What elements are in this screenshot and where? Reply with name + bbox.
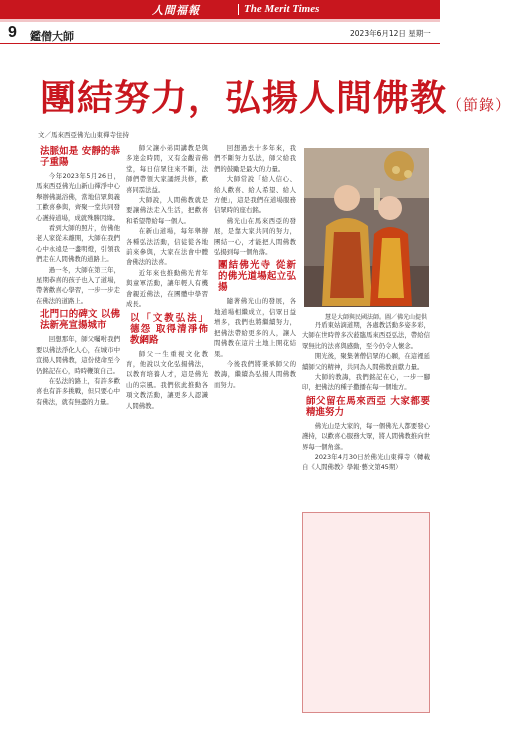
masthead-brand: 人間福報: [152, 4, 200, 17]
article-column-4: [302, 320, 430, 508]
header-rule: [0, 43, 440, 44]
paragraph: 回想那年，師父囑咐我們要以佛法淨化人心，在城市中宣揚人間佛教，這份使命至今仍銘記在心，時時鞭策自己。: [36, 335, 120, 375]
masthead-divider: [238, 4, 239, 15]
paragraph: 佛光山在馬來西亞的發展，是靠大家共同的努力，團結一心，才能把人間佛教弘揚到每一個角落。: [214, 216, 296, 257]
paragraph: 大師的教誨，我們銘記在心，一步一腳印，把佛法的種子撒播在每一個地方。: [302, 373, 430, 392]
article-headline: [40, 70, 511, 119]
masthead-subtitle: The Merit Times: [244, 3, 320, 15]
paragraph: 看到大師的照片，仿佛他老人家從未離開，大師在我們心中永遠是一盞明燈，引領我們走在人間佛教的道路上。: [36, 224, 120, 264]
paragraph: 今年2023年5月26日，馬來西亞佛光山新山禪淨中心舉辦佛誕浴佛，當地信眾與義工歡喜參與，齊聚一堂共同發心護持道場，成就殊勝因緣。: [36, 172, 120, 222]
subheading: 北門口的碑文 以佛法新亮宣揚城市: [40, 309, 120, 332]
paragraph: 佛光山是大家的，每一個佛光人都要發心護持，以歡喜心服務大眾，將人間佛教推向世界每一個角落。: [302, 421, 430, 451]
headline-suffix: （節錄）: [447, 96, 511, 114]
subheading: 法脈如是 安靜的恭子重陽: [40, 146, 120, 168]
subheading: 師父留在馬來西亞 大家都要精進努力: [306, 395, 430, 418]
paragraph: 2023年4月30日於佛光山東禪寺（轉載自《人間佛教》學報‧藝文第45期）: [302, 453, 430, 472]
subheading: 以「文教弘法」 德怨 取得清淨佈教網路: [130, 312, 208, 346]
article-photo: [304, 148, 429, 307]
byline: 文／馬來西亞佛光山東禪寺住持: [38, 131, 129, 139]
article-column-3: [214, 143, 296, 713]
paragraph: 隨著佛光山的發展，各地道場相繼成立，信眾日益增多，我們也將繼續努力，把佛法帶給更多的人，讓人間佛教在這片土地上開花結果。: [214, 297, 296, 358]
paragraph: 師父一生重視文化教育，他說以文化弘揚佛法，以教育培養人才，這是佛光山的宗風。我們依此推動各項文教活動，讓更多人認識人間佛教。: [126, 349, 208, 410]
photo-caption: 慧是大師與民國法師。圖／佛光山提供: [325, 314, 428, 321]
paragraph: 開光後，聚集著僧信眾的心願，在這裡延續師父的精神，共同為人間佛教貢獻力量。: [302, 352, 430, 371]
paragraph: 丹盾東姑滴道期，各處教活動多姿多彩，大師在世時曾多次蒞臨馬來西亞弘法，帶給信眾無比的法喜與感動，至今仍令人懷念。: [302, 321, 430, 350]
issue-date: 2023年6月12日 星期一: [350, 29, 431, 38]
paragraph: 回想過去十多年來，我們不斷努力弘法，師父給我們的鼓勵是最大的力量。: [214, 144, 296, 173]
masthead-rule: [0, 19, 440, 22]
advertisement-box: [302, 512, 430, 713]
subheading: 團結佛光寺 從新的佛光道場起立弘揚: [218, 260, 296, 294]
paragraph: 今後我們將秉承師父的教誨，繼續為弘揚人間佛教而努力。: [214, 359, 296, 389]
paragraph: 大師說，人間佛教就是要讓佛法走入生活，把歡喜和希望帶給每一個人。: [126, 196, 208, 225]
masthead: [0, 0, 440, 19]
headline-text: 團結努力，弘揚人間佛教: [40, 78, 448, 119]
photo-illustration: [304, 148, 429, 307]
paragraph: 在新山道場，每年舉辦各種弘法活動，信徒從各地前來參與，大家在法會中體會佛法的法喜。: [126, 227, 208, 267]
paragraph: 近年來也推動佛光青年與童軍活動，讓年輕人有機會親近佛法，在團體中學習成長。: [126, 268, 208, 309]
paragraph: 在弘法的路上，有許多歡喜也有許多挑戰，但只要心中有佛法，就有無盡的力量。: [36, 376, 120, 406]
page-number: 9: [8, 24, 17, 41]
article-column-1: [36, 143, 120, 713]
article-column-2: [126, 143, 208, 713]
section-name: 鑑僧大師: [30, 30, 74, 43]
paragraph: 過一冬，大師在第三年，星期恭喜的孩子也入了道場，帶著歡喜心學習，一步一步走在佛法的道路上。: [36, 265, 120, 305]
paragraph: 師父讓小弟問講教是與多達金時間，又有金觀音佛堂，每日信眾往來不斷，法師們帶領大家誦經共修，歡喜同霑法益。: [126, 144, 208, 194]
paragraph: 大師常說「給人信心、給人歡喜、給人希望、給人方便」，這是我們在道場服務信眾時的座右銘。: [214, 175, 296, 215]
